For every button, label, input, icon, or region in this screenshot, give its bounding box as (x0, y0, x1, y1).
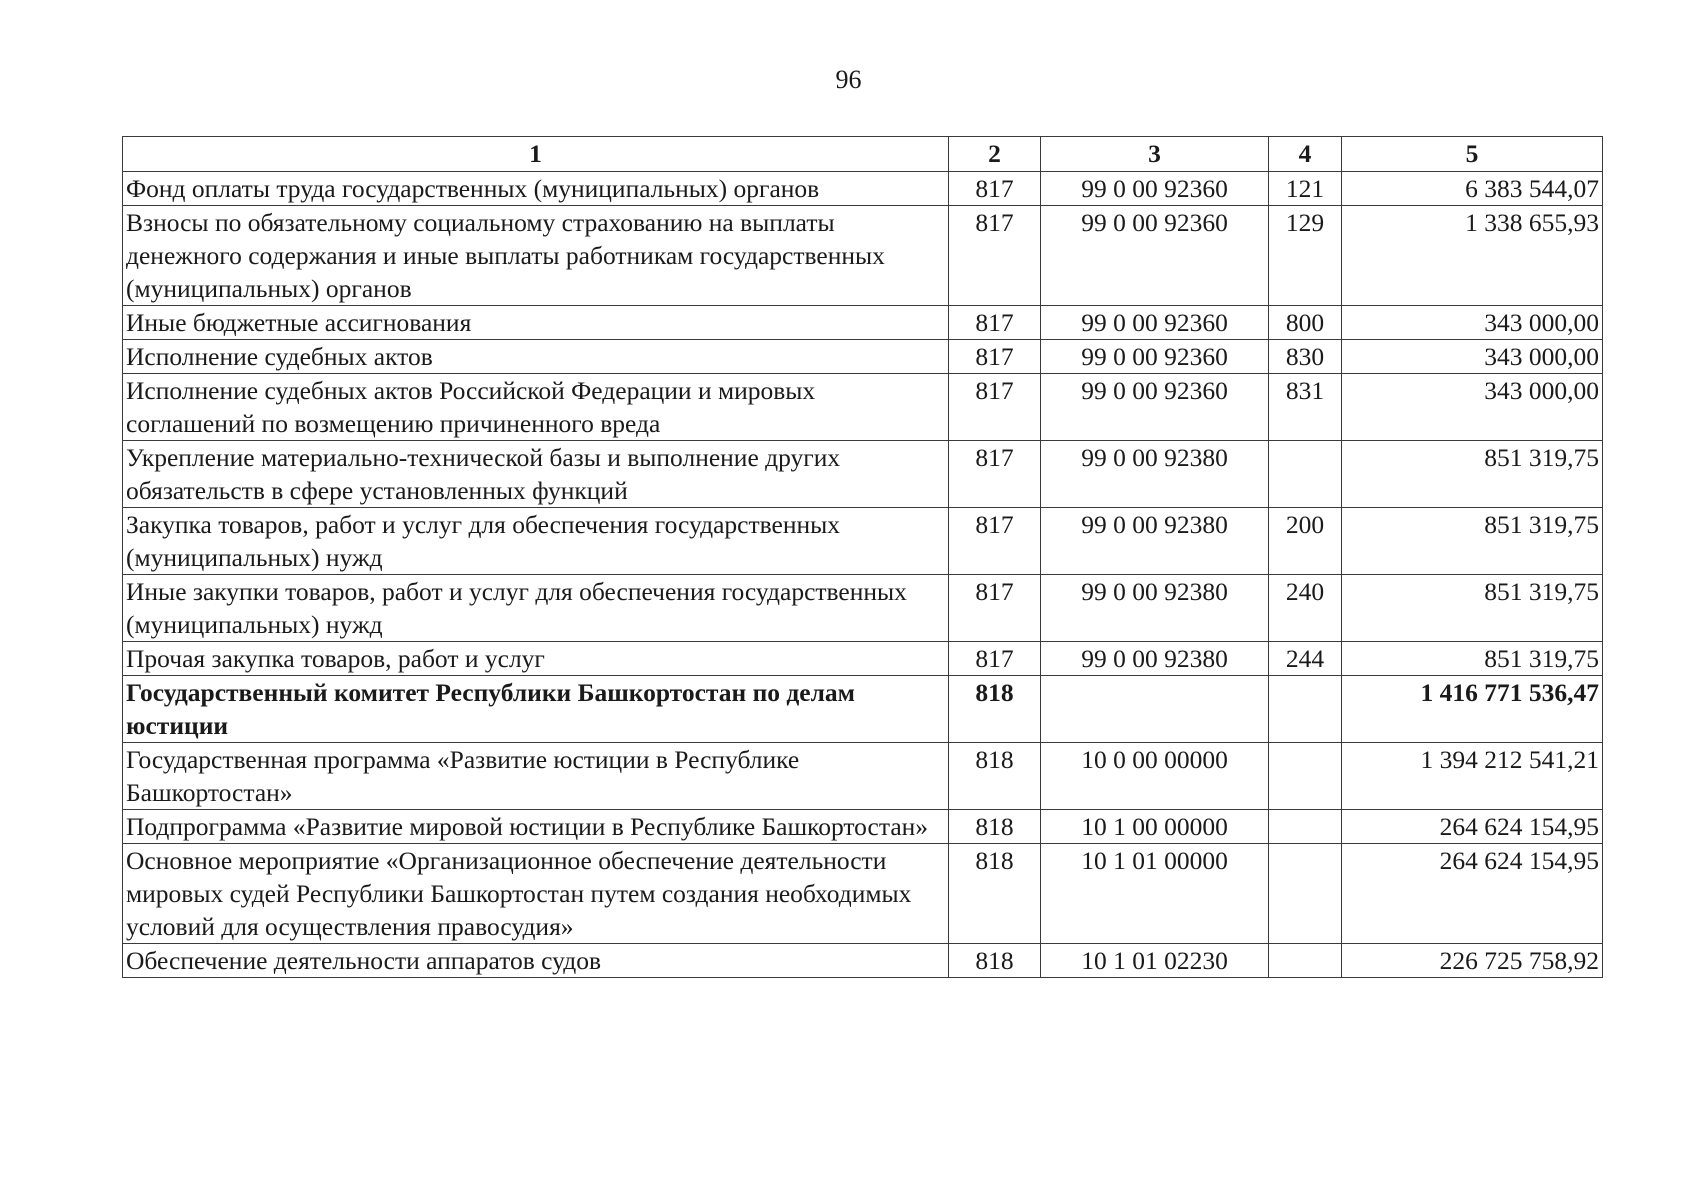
row-amount-cell: 226 725 758,92 (1342, 944, 1603, 978)
row-name-cell: Прочая закупка товаров, работ и услуг (123, 642, 949, 676)
table-row (123, 306, 1603, 340)
row-name-cell: Закупка товаров, работ и услуг для обеспечения государственных (муниципальных) нужд (123, 508, 949, 575)
row-target-code-cell: 10 1 01 00000 (1041, 844, 1269, 944)
row-amount-cell: 1 416 771 536,47 (1342, 676, 1603, 743)
table-row (123, 206, 1603, 306)
row-expense-type-cell: 240 (1269, 575, 1342, 642)
row-expense-type-cell: 121 (1269, 172, 1342, 206)
row-amount-cell: 264 624 154,95 (1342, 810, 1603, 844)
row-name-cell: Исполнение судебных актов Российской Федерации и мировых соглашений по возмещению причиненного вреда (123, 374, 949, 441)
row-dept-code-cell: 817 (949, 642, 1041, 676)
row-target-code-cell: 10 1 01 02230 (1041, 944, 1269, 978)
table-row (123, 810, 1603, 844)
table-row (123, 508, 1603, 575)
row-dept-code-cell: 817 (949, 172, 1041, 206)
row-name-cell: Обеспечение деятельности аппаратов судов (123, 944, 949, 978)
row-name-cell: Фонд оплаты труда государственных (муниципальных) органов (123, 172, 949, 206)
table-row (123, 575, 1603, 642)
column-header: 3 (1041, 137, 1269, 172)
table-row (123, 844, 1603, 944)
row-dept-code-cell: 817 (949, 441, 1041, 508)
row-amount-cell: 851 319,75 (1342, 575, 1603, 642)
row-amount-cell: 851 319,75 (1342, 441, 1603, 508)
row-dept-code-cell: 817 (949, 340, 1041, 374)
row-amount-cell: 343 000,00 (1342, 340, 1603, 374)
row-expense-type-cell (1269, 844, 1342, 944)
row-expense-type-cell (1269, 810, 1342, 844)
row-name-cell: Государственный комитет Республики Башкортостан по делам юстиции (123, 676, 949, 743)
row-expense-type-cell: 800 (1269, 306, 1342, 340)
row-amount-cell: 851 319,75 (1342, 508, 1603, 575)
row-name-cell: Государственная программа «Развитие юстиции в Республике Башкортостан» (123, 743, 949, 810)
row-dept-code-cell: 818 (949, 844, 1041, 944)
row-expense-type-cell (1269, 676, 1342, 743)
row-target-code-cell: 99 0 00 92360 (1041, 374, 1269, 441)
row-dept-code-cell: 817 (949, 374, 1041, 441)
row-target-code-cell: 99 0 00 92380 (1041, 642, 1269, 676)
table-row (123, 743, 1603, 810)
row-amount-cell: 851 319,75 (1342, 642, 1603, 676)
row-expense-type-cell (1269, 743, 1342, 810)
column-header: 5 (1342, 137, 1603, 172)
row-dept-code-cell: 817 (949, 508, 1041, 575)
row-dept-code-cell: 818 (949, 676, 1041, 743)
row-dept-code-cell: 818 (949, 743, 1041, 810)
row-name-cell: Укрепление материально-технической базы и выполнение других обязательств в сфере установленных функций (123, 441, 949, 508)
row-expense-type-cell (1269, 944, 1342, 978)
row-amount-cell: 1 394 212 541,21 (1342, 743, 1603, 810)
table-row (123, 642, 1603, 676)
row-dept-code-cell: 817 (949, 575, 1041, 642)
column-header: 2 (949, 137, 1041, 172)
row-target-code-cell: 99 0 00 92360 (1041, 340, 1269, 374)
row-target-code-cell: 99 0 00 92380 (1041, 575, 1269, 642)
row-name-cell: Взносы по обязательному социальному страхованию на выплаты денежного содержания и иные выплаты работникам государственных (муниципальных) органов (123, 206, 949, 306)
row-amount-cell: 6 383 544,07 (1342, 172, 1603, 206)
row-name-cell: Иные закупки товаров, работ и услуг для обеспечения государственных (муниципальных) нужд (123, 575, 949, 642)
row-target-code-cell: 99 0 00 92360 (1041, 206, 1269, 306)
row-name-cell: Подпрограмма «Развитие мировой юстиции в Республике Башкортостан» (123, 810, 949, 844)
row-name-cell: Исполнение судебных актов (123, 340, 949, 374)
column-header: 4 (1269, 137, 1342, 172)
row-dept-code-cell: 818 (949, 944, 1041, 978)
page-number: 96 (835, 65, 862, 94)
table-row (123, 172, 1603, 206)
row-amount-cell: 343 000,00 (1342, 374, 1603, 441)
budget-table (122, 136, 1603, 978)
table-body (123, 172, 1603, 978)
row-target-code-cell: 10 1 00 00000 (1041, 810, 1269, 844)
row-dept-code-cell: 818 (949, 810, 1041, 844)
row-target-code-cell: 99 0 00 92360 (1041, 306, 1269, 340)
table-row (123, 374, 1603, 441)
table-row (123, 676, 1603, 743)
table-row (123, 944, 1603, 978)
row-amount-cell: 264 624 154,95 (1342, 844, 1603, 944)
row-amount-cell: 343 000,00 (1342, 306, 1603, 340)
row-expense-type-cell: 830 (1269, 340, 1342, 374)
row-target-code-cell: 99 0 00 92380 (1041, 441, 1269, 508)
table-header-row (123, 137, 1603, 172)
row-target-code-cell: 99 0 00 92380 (1041, 508, 1269, 575)
row-expense-type-cell: 129 (1269, 206, 1342, 306)
row-name-cell: Иные бюджетные ассигнования (123, 306, 949, 340)
table-row (123, 441, 1603, 508)
table-row (123, 340, 1603, 374)
row-target-code-cell: 99 0 00 92360 (1041, 172, 1269, 206)
row-expense-type-cell: 200 (1269, 508, 1342, 575)
row-dept-code-cell: 817 (949, 206, 1041, 306)
row-target-code-cell: 10 0 00 00000 (1041, 743, 1269, 810)
row-expense-type-cell (1269, 441, 1342, 508)
row-expense-type-cell: 831 (1269, 374, 1342, 441)
column-header: 1 (123, 137, 949, 172)
row-amount-cell: 1 338 655,93 (1342, 206, 1603, 306)
row-expense-type-cell: 244 (1269, 642, 1342, 676)
row-dept-code-cell: 817 (949, 306, 1041, 340)
row-target-code-cell (1041, 676, 1269, 743)
row-name-cell: Основное мероприятие «Организационное обеспечение деятельности мировых судей Республики Башкортостан путем создания необходимых условий для осуществления правосудия» (123, 844, 949, 944)
